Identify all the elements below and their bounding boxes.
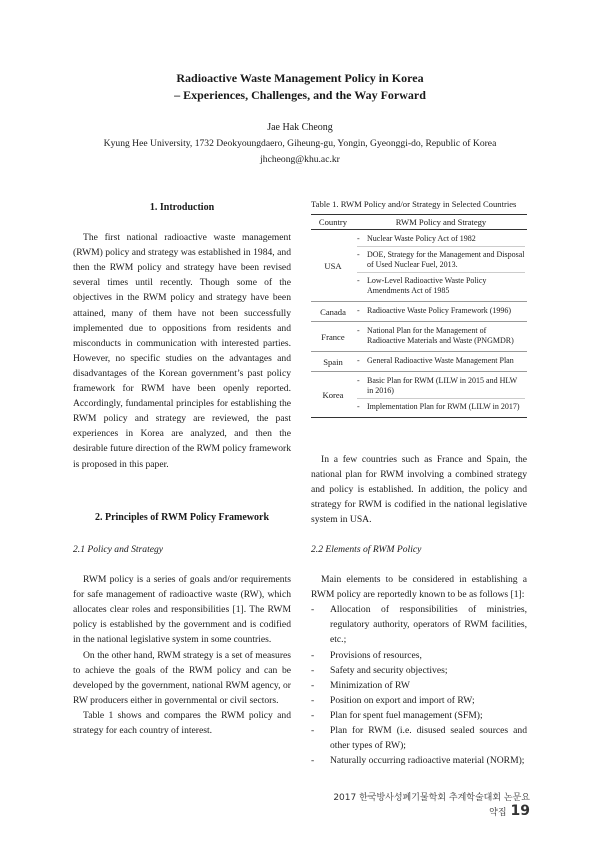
page-number: 19 — [510, 803, 530, 819]
policy-item: - Basic Plan for RWM (LILW in 2015 and HLW in 2016) — [357, 376, 518, 396]
page-footer — [330, 790, 530, 819]
list-item: - Minimization of RW — [311, 679, 410, 691]
policy-item: - National Plan for the Management of Radioactive Materials and Waste (PNGMDR) — [357, 326, 514, 346]
table-row — [311, 352, 527, 372]
affiliation: Kyung Hee University, 1732 Deokyoungdaero, Giheung-gu, Yongin, Gyeonggi-do, Republic of Korea — [103, 138, 497, 149]
policy-cell — [355, 372, 527, 418]
list-item: - Plan for RWM (i.e. disused sealed sources and other types of RW); — [311, 725, 527, 752]
country-cell: USA — [311, 230, 355, 302]
title-line-1: Radioactive Waste Management Policy in Korea — [176, 71, 424, 85]
policy-cell — [355, 322, 527, 352]
para-after-table: In a few countries such as France and Spain, the national plan for RWM involving a combined strategy and policy is established. In addition, the policy and strategy for RWM is codified in the national legislative system in USA. — [311, 454, 527, 526]
author-email: jhcheong@khu.ac.kr — [260, 154, 340, 165]
list-item: - Safety and security objectives; — [311, 664, 448, 676]
policy-item: - Low-Level Radioactive Waste Policy Amendments Act of 1985 — [357, 272, 525, 296]
country-cell: France — [311, 322, 355, 352]
author-name: Jae Hak Cheong — [267, 122, 333, 133]
subsection-heading-elements: 2.2 Elements of RWM Policy — [311, 544, 422, 555]
conference-name: 2017 한국방사성폐기물학회 추계학술대회 논문요약집 — [333, 793, 530, 818]
country-cell: Spain — [311, 352, 355, 372]
policy-cell — [355, 230, 527, 302]
section-heading-introduction: 1. Introduction — [149, 202, 215, 213]
section-introduction — [73, 200, 291, 472]
list-item: - Allocation of responsibilities of ministries, regulatory authority, operators of RWM facilities, etc.; — [311, 604, 527, 646]
policy-item: - DOE, Strategy for the Management and Disposal of Used Nuclear Fuel, 2013. — [357, 246, 525, 270]
table-header-row — [311, 215, 527, 230]
list-item: - Naturally occurring radioactive material (NORM); — [311, 755, 525, 767]
table-row — [311, 372, 527, 418]
title-line-2: – Experiences, Challenges, and the Way Forward — [174, 88, 426, 102]
list-item: - Provisions of resources, — [311, 649, 422, 661]
section-principles — [73, 510, 291, 525]
column-header-policy: RWM Policy and Strategy — [355, 215, 527, 230]
section-heading-principles: 2. Principles of RWM Policy Framework — [94, 512, 270, 523]
list-item: - Position on export and import of RW; — [311, 694, 475, 706]
policy-para-2: On the other hand, RWM strategy is a set of measures to achieve the goals of the RWM policy and can be developed by the government, national RWM agency, or RW producers either in governmental or civil sectors. — [73, 649, 291, 706]
policy-item: - Nuclear Waste Policy Act of 1982 — [357, 234, 476, 244]
introduction-body: The first national radioactive waste management (RWM) policy and strategy was established in 1984, and then the RWM policy and strategy have been revised several times until recently. Though some of the objectives in the RWM policy and strategy have been attained, many of them have not been successfully implemented due to oppositions from residents and misconducts in communication with interested parties. However, no specific studies on the advantages and disadvantages of the Korean government’s past policy framework for RWM have been openly reported. Accordingly, fundamental principles for establishing the RWM policy and strategy are reviewed, the past experiences in Korea are analyzed, and then the desirable future direction of the RWM policy framework is proposed in this paper. — [73, 232, 291, 470]
policy-cell — [355, 352, 527, 372]
subsection-elements — [311, 542, 527, 768]
table-row — [311, 302, 527, 322]
table-caption: Table 1. RWM Policy and/or Strategy in Selected Countries — [311, 199, 517, 209]
policy-item: - General Radioactive Waste Management Plan — [357, 356, 514, 366]
policy-item: - Radioactive Waste Policy Framework (1996) — [357, 306, 512, 316]
column-header-country: Country — [311, 215, 355, 230]
table-1-container — [311, 197, 527, 418]
policy-cell — [355, 302, 527, 322]
subsection-heading-policy-strategy: 2.1 Policy and Strategy — [73, 544, 164, 555]
right-column-text — [311, 452, 527, 527]
list-item: - Plan for spent fuel management (SFM); — [311, 709, 483, 721]
elements-list — [311, 602, 527, 768]
rwm-policy-table — [311, 214, 527, 418]
policy-item: - Implementation Plan for RWM (LILW in 2017) — [357, 398, 525, 412]
elements-intro: Main elements to be considered in establishing a RWM policy are reportedly known to be as follows [1]: — [311, 574, 527, 601]
table-row — [311, 322, 527, 352]
country-cell: Canada — [311, 302, 355, 322]
paper-title — [0, 70, 600, 104]
subsection-policy-strategy — [73, 542, 291, 738]
policy-para-1: RWM policy is a series of goals and/or requirements for safe management of radioactive waste (RW), which allocates clear roles and responsibilities [1]. The RWM policy is established by the government and is codified in the national legislative system in some countries. — [73, 574, 291, 646]
policy-para-3: Table 1 shows and compares the RWM policy and strategy for each country of interest. — [73, 709, 291, 737]
table-row — [311, 230, 527, 302]
country-cell: Korea — [311, 372, 355, 418]
